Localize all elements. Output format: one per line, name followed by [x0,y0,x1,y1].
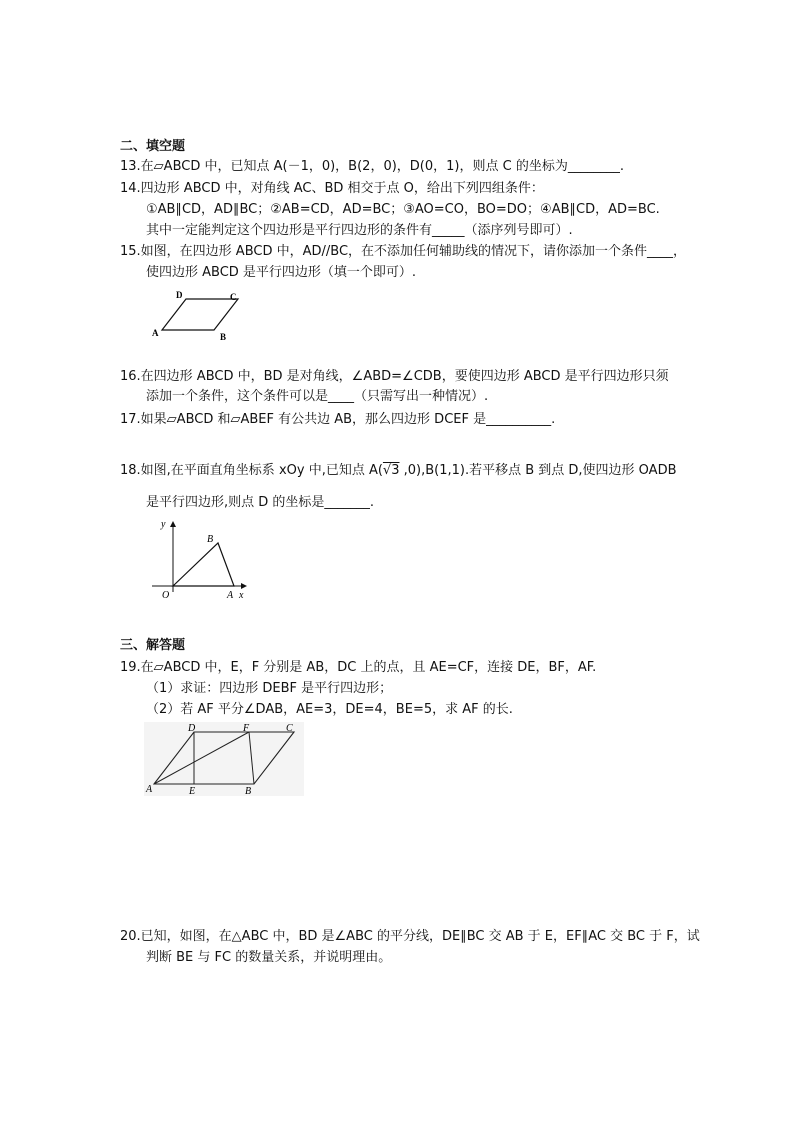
label-a: A [227,590,234,601]
y-axis-arrow [170,521,176,527]
question-20-line1: 20.已知，如图，在△ABC 中，BD 是∠ABC 的平分线，DE∥BC 交 AB 于 E，EF∥AC 交 BC 于 F，试 [120,929,700,944]
question-19-line1: 19.在▱ABCD 中，E，F 分别是 AB，DC 上的点，且 AE=CF，连接 DE，BF，AF. [120,660,597,675]
section-title-solutions: 三、解答题 [120,638,186,653]
x-axis-arrow [241,583,247,589]
question-14-line3: 其中一定能判定这个四边形是平行四边形的条件有_____（添序列号即可）. [146,223,573,238]
label-f: F [243,723,250,734]
question-13: 13.在▱ABCD 中，已知点 A(－1，0)，B(2，0)，D(0，1)，则点 C 的坐标为________. [120,159,624,174]
question-20-line2: 判断 BE 与 FC 的数量关系，并说明理由。 [146,950,392,965]
label-a: A [152,328,159,338]
label-b: B [207,534,214,545]
question-14-line1: 14.四边形 ABCD 中，对角线 AC、BD 相交于点 O，给出下列四组条件： [120,181,544,196]
question-14-line2: ①AB∥CD，AD∥BC；②AB=CD，AD=BC；③AO=CO，BO=DO；④AB∥CD，AD=BC. [146,202,660,217]
label-x: x [239,590,244,601]
q19-parallelogram-figure [144,722,304,796]
sqrt3-expression: √3 [382,463,400,478]
label-d: D [188,723,196,734]
label-y: y [161,519,166,530]
triangle-oab [173,543,234,586]
label-o: O [162,590,170,601]
label-d: D [176,290,183,300]
q18-coordinate-figure [148,518,252,604]
q18-text-post: ,0),B(1,1).若平移点 B 到点 D,使四边形 OADB [399,463,677,478]
parallelogram-abcd [162,299,238,330]
question-16-line2: 添加一个条件，这个条件可以是____（只需写出一种情况）. [146,389,489,404]
label-b: B [220,332,227,342]
question-19-part2: （2）若 AF 平分∠DAB，AE=3，DE=4，BE=5，求 AF 的长. [146,702,513,717]
question-15-line2: 使四边形 ABCD 是平行四边形（填一个即可）. [146,265,417,280]
label-a: A [146,784,153,795]
question-19-part1: （1）求证：四边形 DEBF 是平行四边形； [146,681,393,696]
question-17: 17.如果▱ABCD 和▱ABEF 有公共边 AB，那么四边形 DCEF 是__________. [120,412,556,427]
label-c: C [286,723,293,734]
question-15-line1: 15.如图，在四边形 ABCD 中，AD//BC，在不添加任何辅助线的情况下，请你添加一个条件____， [120,244,687,259]
q18-text-pre: 18.如图,在平面直角坐标系 xOy 中,已知点 A( [120,463,383,478]
question-16-line1: 16.在四边形 ABCD 中，BD 是对角线，∠ABD=∠CDB，要使四边形 ABCD 是平行四边形只须 [120,369,669,384]
question-18-line1 [120,462,677,480]
question-18-line2: 是平行四边形,则点 D 的坐标是_______. [146,495,375,510]
label-c: C [230,292,237,302]
label-b: B [245,786,252,796]
figure-background [144,722,304,796]
q15-parallelogram-figure [148,288,248,346]
section-title-fill-in: 二、填空题 [120,139,186,154]
label-e: E [189,786,196,796]
